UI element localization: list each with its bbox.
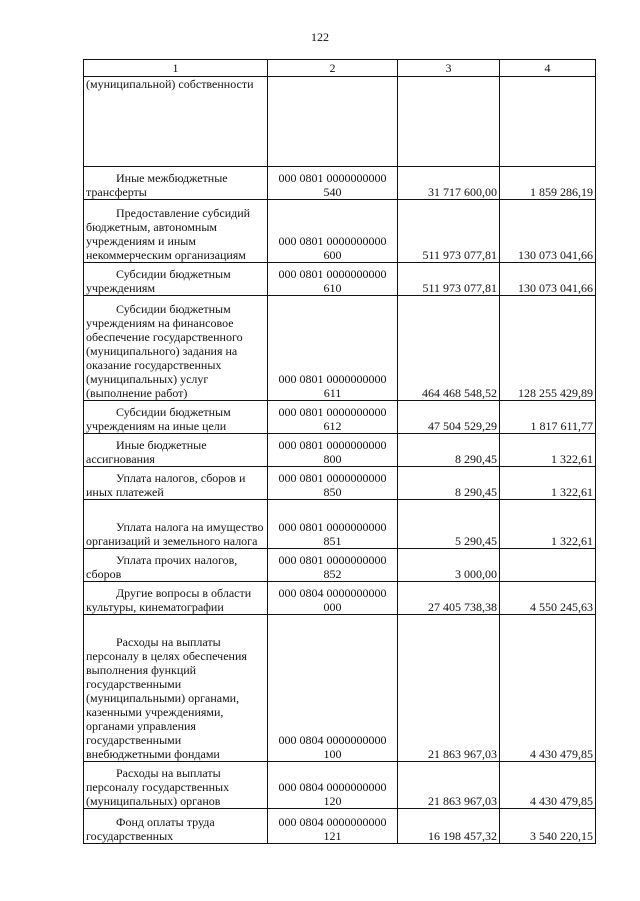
table-row bbox=[84, 401, 596, 434]
row-code: 000 0801 0000000000 800 bbox=[278, 438, 387, 466]
row-description-cell bbox=[84, 77, 268, 167]
row-value-3: 27 405 738,38 bbox=[428, 600, 497, 614]
row-description: Предоставление субсидий бюджетным, автономным учреждениям и иным некоммерческим организациям bbox=[86, 206, 251, 262]
row-description-cell bbox=[84, 434, 268, 467]
row-value-3: 21 863 967,03 bbox=[428, 747, 497, 761]
row-value-4-cell bbox=[500, 263, 596, 296]
row-value-3: 21 863 967,03 bbox=[428, 794, 497, 808]
row-value-3: 16 198 457,32 bbox=[428, 829, 497, 843]
row-description-cell bbox=[84, 549, 268, 582]
row-description: Расходы на выплаты персоналу государственных (муниципальных) органов bbox=[86, 766, 230, 808]
row-description: Другие вопросы в области культуры, кинематографии bbox=[86, 586, 252, 614]
row-description-cell bbox=[84, 401, 268, 434]
row-description-cell bbox=[84, 467, 268, 500]
row-description: Расходы на выплаты персоналу в целях обеспечения выполнения функций государственными (муниципальными) органами, казенными учреждениями, органами управления государственными внебюджетными фондами bbox=[86, 635, 247, 761]
row-value-4-cell bbox=[500, 77, 596, 167]
budget-table-container bbox=[83, 59, 595, 844]
row-code-cell bbox=[268, 401, 398, 434]
row-value-3-cell bbox=[398, 200, 500, 263]
table-row bbox=[84, 263, 596, 296]
row-value-3-cell bbox=[398, 77, 500, 167]
table-row bbox=[84, 467, 596, 500]
row-value-3-cell bbox=[398, 582, 500, 615]
row-value-3: 47 504 529,29 bbox=[428, 419, 497, 433]
row-value-4-cell bbox=[500, 200, 596, 263]
row-value-4: 1 322,61 bbox=[551, 452, 593, 466]
row-value-4-cell bbox=[500, 809, 596, 844]
row-value-4-cell bbox=[500, 500, 596, 549]
row-code-cell bbox=[268, 200, 398, 263]
row-description-cell bbox=[84, 615, 268, 762]
row-value-3: 464 468 548,52 bbox=[422, 386, 497, 400]
row-code-cell bbox=[268, 167, 398, 200]
page-number: 122 bbox=[311, 30, 329, 44]
row-code-cell bbox=[268, 500, 398, 549]
row-value-3-cell bbox=[398, 615, 500, 762]
row-value-4-cell bbox=[500, 434, 596, 467]
table-row bbox=[84, 200, 596, 263]
row-description: Фонд оплаты труда государственных bbox=[86, 815, 215, 843]
row-code: 000 0801 0000000000 540 bbox=[278, 171, 387, 199]
row-value-4-cell bbox=[500, 296, 596, 401]
row-value-4: 1 322,61 bbox=[551, 485, 593, 499]
row-value-3: 511 973 077,81 bbox=[422, 248, 497, 262]
row-value-3-cell bbox=[398, 762, 500, 809]
table-row bbox=[84, 549, 596, 582]
row-code: 000 0804 0000000000 121 bbox=[278, 815, 387, 843]
row-code: 000 0801 0000000000 600 bbox=[278, 234, 387, 262]
table-row bbox=[84, 434, 596, 467]
row-code-cell bbox=[268, 263, 398, 296]
row-code: 000 0801 0000000000 611 bbox=[278, 372, 387, 400]
row-code-cell bbox=[268, 762, 398, 809]
row-value-3-cell bbox=[398, 167, 500, 200]
row-description-cell bbox=[84, 200, 268, 263]
row-value-4: 4 430 479,85 bbox=[530, 794, 593, 808]
column-header-1: 1 bbox=[84, 60, 268, 77]
row-value-4-cell bbox=[500, 167, 596, 200]
table-row bbox=[84, 296, 596, 401]
row-description-cell bbox=[84, 762, 268, 809]
column-header-4: 4 bbox=[500, 60, 596, 77]
row-value-4-cell bbox=[500, 549, 596, 582]
row-value-4: 1 859 286,19 bbox=[530, 185, 593, 199]
row-code: 000 0801 0000000000 852 bbox=[278, 553, 387, 581]
row-description-cell bbox=[84, 500, 268, 549]
table-row bbox=[84, 167, 596, 200]
column-header-2: 2 bbox=[268, 60, 398, 77]
row-description-cell bbox=[84, 167, 268, 200]
row-description: Субсидии бюджетным учреждениям на финансовое обеспечение государственного (муниципального) задания на оказание государственных (муниципальных) услуг (выполнение работ) bbox=[86, 302, 243, 400]
column-number-row bbox=[84, 60, 596, 77]
row-code-cell bbox=[268, 549, 398, 582]
row-description-cell bbox=[84, 582, 268, 615]
row-value-4-cell bbox=[500, 401, 596, 434]
row-value-4: 130 073 041,66 bbox=[518, 248, 593, 262]
row-code-cell bbox=[268, 434, 398, 467]
row-code-cell bbox=[268, 582, 398, 615]
row-value-3: 31 717 600,00 bbox=[428, 185, 497, 199]
row-value-3-cell bbox=[398, 809, 500, 844]
row-code: 000 0804 0000000000 100 bbox=[278, 733, 387, 761]
row-value-4: 4 550 245,63 bbox=[530, 600, 593, 614]
row-code-cell bbox=[268, 615, 398, 762]
row-description: Уплата налогов, сборов и иных платежей bbox=[86, 471, 246, 499]
row-code-cell bbox=[268, 467, 398, 500]
row-value-4: 1 817 611,77 bbox=[530, 419, 593, 433]
table-row bbox=[84, 762, 596, 809]
row-description-cell bbox=[84, 263, 268, 296]
table-row bbox=[84, 615, 596, 762]
row-value-4-cell bbox=[500, 582, 596, 615]
row-code: 000 0801 0000000000 851 bbox=[278, 520, 387, 548]
row-value-3: 8 290,45 bbox=[455, 485, 497, 499]
row-code-cell bbox=[268, 296, 398, 401]
row-code-cell bbox=[268, 77, 398, 167]
row-value-3-cell bbox=[398, 296, 500, 401]
row-code: 000 0804 0000000000 120 bbox=[278, 780, 387, 808]
row-value-3: 5 290,45 bbox=[455, 534, 497, 548]
row-code: 000 0804 0000000000 000 bbox=[278, 586, 387, 614]
row-value-4-cell bbox=[500, 762, 596, 809]
row-value-4: 128 255 429,89 bbox=[518, 386, 593, 400]
row-code: 000 0801 0000000000 850 bbox=[278, 471, 387, 499]
row-value-4: 1 322,61 bbox=[551, 534, 593, 548]
table-row bbox=[84, 500, 596, 549]
row-value-3-cell bbox=[398, 500, 500, 549]
row-description-cell bbox=[84, 809, 268, 844]
row-description: Субсидии бюджетным учреждениям bbox=[86, 267, 231, 295]
row-description: (муниципальной) собственности bbox=[86, 77, 254, 91]
table-row bbox=[84, 77, 596, 167]
row-value-4: 3 540 220,15 bbox=[530, 829, 593, 843]
row-value-4: 130 073 041,66 bbox=[518, 281, 593, 295]
row-value-3-cell bbox=[398, 263, 500, 296]
row-value-3-cell bbox=[398, 401, 500, 434]
table-row bbox=[84, 809, 596, 844]
row-value-3-cell bbox=[398, 434, 500, 467]
row-value-4-cell bbox=[500, 615, 596, 762]
row-value-3-cell bbox=[398, 549, 500, 582]
row-value-4: 4 430 479,85 bbox=[530, 747, 593, 761]
row-description: Иные бюджетные ассигнования bbox=[86, 438, 207, 466]
row-description-cell bbox=[84, 296, 268, 401]
table-body bbox=[84, 77, 596, 844]
row-value-3: 511 973 077,81 bbox=[422, 281, 497, 295]
row-description: Уплата налога на имущество организаций и земельного налога bbox=[86, 520, 264, 548]
row-value-3-cell bbox=[398, 467, 500, 500]
budget-table bbox=[83, 59, 596, 844]
row-description: Субсидии бюджетным учреждениям на иные цели bbox=[86, 405, 231, 433]
row-description: Иные межбюджетные трансферты bbox=[86, 171, 228, 199]
row-value-4-cell bbox=[500, 467, 596, 500]
table-row bbox=[84, 582, 596, 615]
row-description: Уплата прочих налогов, сборов bbox=[86, 553, 238, 581]
row-code-cell bbox=[268, 809, 398, 844]
row-value-3: 8 290,45 bbox=[455, 452, 497, 466]
row-code: 000 0801 0000000000 612 bbox=[278, 405, 387, 433]
row-code: 000 0801 0000000000 610 bbox=[278, 267, 387, 295]
row-value-3: 3 000,00 bbox=[455, 567, 497, 581]
column-header-3: 3 bbox=[398, 60, 500, 77]
